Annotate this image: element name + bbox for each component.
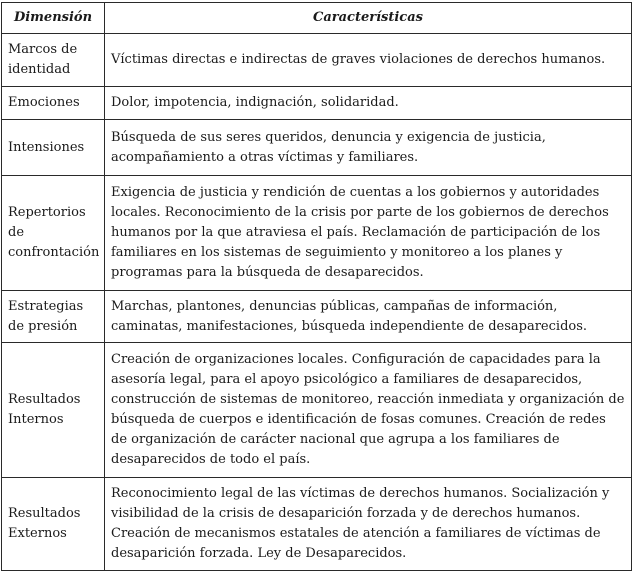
characteristics-cell: Víctimas directas e indirectas de graves violaciones de derechos humanos. — [105, 34, 632, 87]
table-row — [2, 176, 632, 291]
table-row — [2, 34, 632, 87]
table-row — [2, 120, 632, 176]
characteristics-cell: Creación de organizaciones locales. Configuración de capacidades para la asesoría legal, para el apoyo psicológico a familiares de desaparecidos, construcción de sistemas de monitoreo, reacción inmediata y organización de búsqueda de cuerpos e identificación de fosas comunes. Creación de redes de organización de carácter nacional que agrupa a los familiares de desaparecidos de todo el país. — [105, 343, 632, 478]
characteristics-cell: Marchas, plantones, denuncias públicas, campañas de información, caminatas, manifestaciones, búsqueda independiente de desaparecidos. — [105, 291, 632, 343]
header-dimension: Dimensión — [2, 3, 105, 34]
dimension-cell: Resultados Externos — [2, 478, 105, 571]
dimension-cell: Intensiones — [2, 120, 105, 176]
table-row — [2, 87, 632, 120]
characteristics-cell: Reconocimiento legal de las víctimas de derechos humanos. Socialización y visibilidad de la crisis de desaparición forzada y de derechos humanos. Creación de mecanismos estatales de atención a familiares de víctimas de desaparición forzada. Ley de Desaparecidos. — [105, 478, 632, 571]
header-row — [2, 3, 632, 34]
dimension-cell: Estrategias de presión — [2, 291, 105, 343]
dimension-cell: Repertorios de confrontación — [2, 176, 105, 291]
dimension-cell: Marcos de identidad — [2, 34, 105, 87]
table-row — [2, 478, 632, 571]
characteristics-cell: Exigencia de justicia y rendición de cuentas a los gobiernos y autoridades locales. Reconocimiento de la crisis por parte de los gobiernos de derechos humanos por la que atraviesa el país. Reclamación de participación de los familiares en los sistemas de seguimiento y monitoreo a los planes y programas para la búsqueda de desaparecidos. — [105, 176, 632, 291]
table-row — [2, 343, 632, 478]
dimension-cell: Emociones — [2, 87, 105, 120]
table-row — [2, 291, 632, 343]
characteristics-cell: Búsqueda de sus seres queridos, denuncia y exigencia de justicia, acompañamiento a otras víctimas y familiares. — [105, 120, 632, 176]
header-characteristics: Características — [105, 3, 632, 34]
dimension-cell: Resultados Internos — [2, 343, 105, 478]
table-header — [2, 3, 632, 34]
table-body — [2, 34, 632, 571]
dimensions-table — [1, 2, 632, 571]
characteristics-cell: Dolor, impotencia, indignación, solidaridad. — [105, 87, 632, 120]
